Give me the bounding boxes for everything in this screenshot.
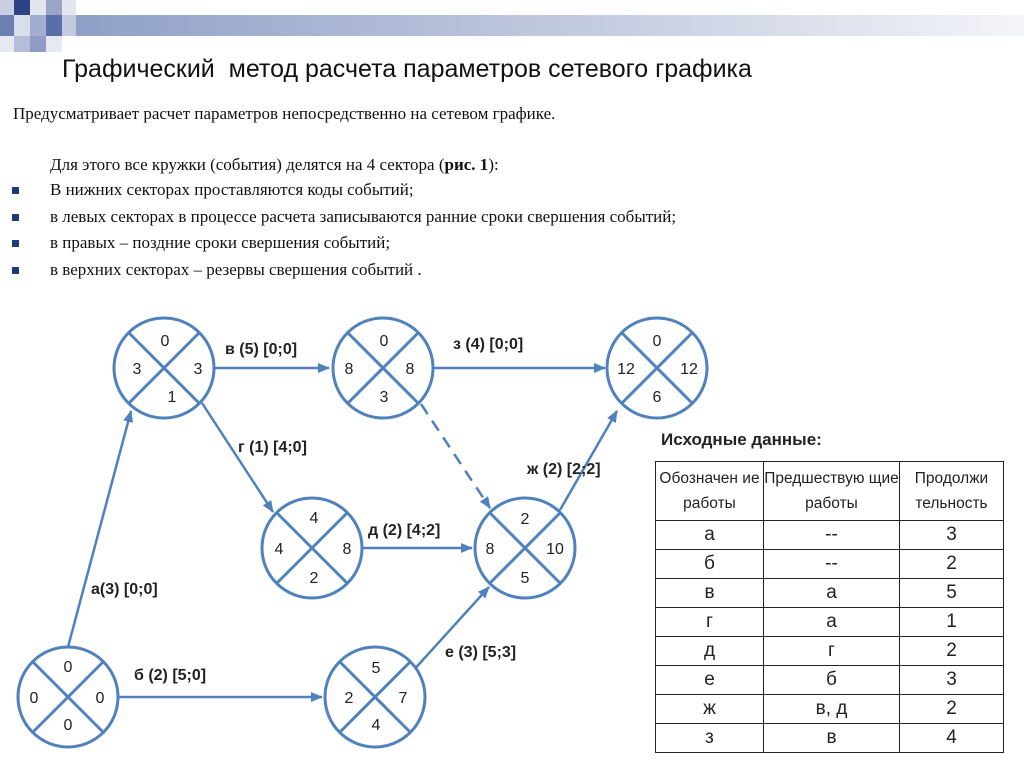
cell-work: е — [656, 666, 764, 695]
header-duration: Продолжи тельность — [900, 462, 1004, 521]
cell-predecessor: в, д — [764, 695, 900, 724]
edge-label: в (5) [0;0] — [225, 341, 298, 358]
cell-work: з — [656, 724, 764, 753]
node-early-time: 3 — [132, 361, 142, 378]
node-late-time: 3 — [193, 361, 203, 378]
node-late-time: 10 — [546, 541, 564, 558]
cell-predecessor: -- — [764, 521, 900, 550]
bullet-item — [12, 206, 676, 233]
node-late-time: 7 — [398, 690, 408, 707]
cell-duration: 3 — [900, 666, 1004, 695]
cell-duration: 2 — [900, 637, 1004, 666]
node-reserve: 0 — [160, 333, 170, 350]
table-row — [656, 666, 1004, 695]
source-data-table — [655, 461, 1004, 753]
cell-work: а — [656, 521, 764, 550]
slide-title: Графический метод расчета параметров сетевого графика — [62, 55, 752, 83]
lead-text-main: Для этого все кружки (события) делятся на 4 сектора ( — [50, 155, 445, 174]
bullet-list — [12, 179, 676, 285]
bullet-item — [12, 179, 676, 206]
cell-work: б — [656, 550, 764, 579]
bullet-text: в левых секторах в процессе расчета записываются ранние сроки свершения событий; — [50, 206, 677, 226]
cell-duration: 2 — [900, 550, 1004, 579]
cell-predecessor: а — [764, 579, 900, 608]
node-reserve: 2 — [520, 511, 530, 528]
table-row — [656, 695, 1004, 724]
table-header-row — [656, 462, 1004, 521]
table-row — [656, 521, 1004, 550]
header-decoration — [0, 0, 1024, 60]
cell-predecessor: -- — [764, 550, 900, 579]
cell-predecessor: а — [764, 608, 900, 637]
node-early-time: 0 — [29, 690, 39, 707]
edge-label: а(3) [0;0] — [91, 581, 158, 598]
cell-work: г — [656, 608, 764, 637]
node-reserve: 0 — [379, 333, 389, 350]
bullet-square-icon — [12, 240, 19, 247]
edge-label: г (1) [4;0] — [238, 439, 307, 456]
node-late-time: 8 — [342, 541, 352, 558]
table-row — [656, 579, 1004, 608]
table-caption: Исходные данные: — [661, 430, 822, 449]
node-reserve: 4 — [309, 510, 319, 527]
table-row — [656, 637, 1004, 666]
cell-predecessor: б — [764, 666, 900, 695]
node-late-time: 12 — [680, 361, 698, 378]
node-code: 2 — [309, 570, 319, 587]
node-reserve: 0 — [63, 659, 73, 676]
lead-text-end: ): — [488, 155, 499, 174]
cell-work: ж — [656, 695, 764, 724]
cell-duration: 1 — [900, 608, 1004, 637]
node-code: 6 — [652, 389, 662, 406]
edge-label: ж (2) [2;2] — [527, 461, 601, 478]
lead-text — [50, 155, 499, 175]
bullet-square-icon — [12, 214, 19, 221]
node-late-time: 8 — [405, 361, 415, 378]
edge-label: д (2) [4;2] — [368, 522, 441, 539]
intro-text: Предусматривает расчет параметров непосредственно на сетевом графике. — [13, 104, 556, 123]
node-early-time: 12 — [617, 361, 635, 378]
header-work-code: Обозначен ие работы — [656, 462, 764, 521]
cell-work: д — [656, 637, 764, 666]
edge-dummy — [421, 404, 490, 508]
node-early-time: 8 — [485, 541, 495, 558]
node-early-time: 4 — [274, 541, 284, 558]
node-code: 1 — [167, 389, 177, 406]
cell-duration: 5 — [900, 579, 1004, 608]
edge-label: б (2) [5;0] — [134, 667, 207, 684]
edge-label: е (3) [5;3] — [445, 644, 517, 661]
node-code: 4 — [371, 717, 381, 734]
bullet-square-icon — [12, 267, 19, 274]
node-late-time: 0 — [95, 690, 105, 707]
cell-predecessor: в — [764, 724, 900, 753]
edge-g — [202, 403, 273, 512]
edge-label: з (4) [0;0] — [453, 336, 524, 353]
node-reserve: 5 — [371, 660, 381, 677]
bullet-text: в правых – поздние сроки свершения событий; — [50, 233, 391, 252]
table-row — [656, 608, 1004, 637]
node-code: 5 — [520, 570, 530, 587]
cell-duration: 2 — [900, 695, 1004, 724]
bullet-square-icon — [12, 187, 19, 194]
cell-duration: 3 — [900, 521, 1004, 550]
node-early-time: 2 — [344, 690, 354, 707]
cell-predecessor: г — [764, 637, 900, 666]
bullet-text: В нижних секторах проставляются коды событий; — [50, 180, 414, 199]
cell-work: в — [656, 579, 764, 608]
header-predecessors: Предшествую щие работы — [764, 462, 900, 521]
bullet-text: в верхних секторах – резервы свершения событий . — [50, 259, 422, 279]
node-code: 3 — [379, 389, 389, 406]
node-reserve: 0 — [652, 333, 662, 350]
table-row — [656, 550, 1004, 579]
node-code: 0 — [63, 717, 73, 734]
bullet-item — [12, 232, 676, 259]
figure-reference: рис. 1 — [444, 155, 489, 174]
edge-a — [68, 411, 131, 647]
table-row — [656, 724, 1004, 753]
node-early-time: 8 — [344, 361, 354, 378]
cell-duration: 4 — [900, 724, 1004, 753]
bullet-item — [12, 259, 676, 286]
